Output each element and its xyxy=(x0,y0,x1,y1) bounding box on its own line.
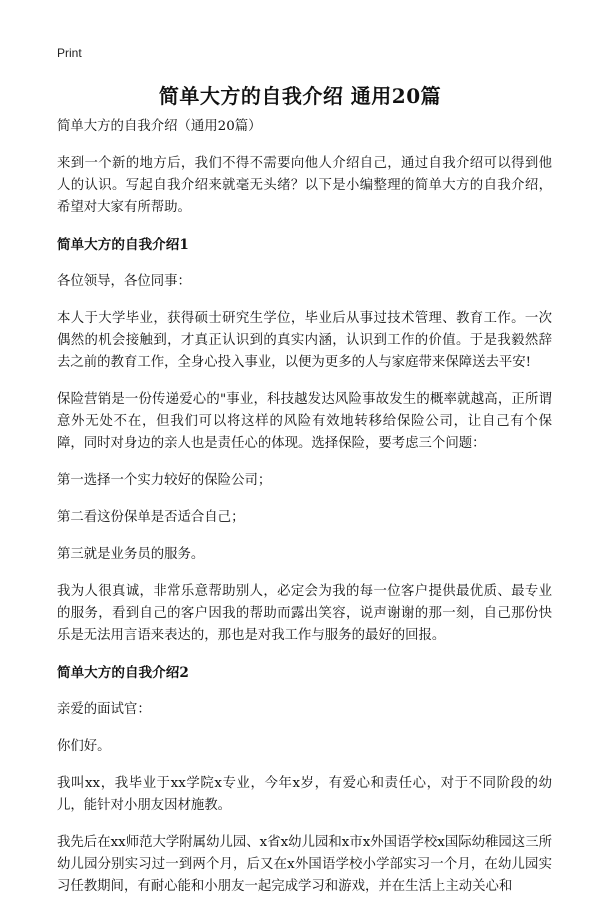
intro-paragraph: 来到一个新的地方后，我们不得不需要向他人介绍自己，通过自我介绍可以得到他人的认识。写起自我介绍来就毫无头绪？以下是小编整理的简单大方的自我介绍，希望对大家有所帮助。 xyxy=(57,156,552,215)
paragraph: 各位领导，各位同事： xyxy=(57,274,191,289)
section-heading: 简单大方的自我介绍1 xyxy=(57,237,189,253)
paragraph: 第二看这份保单是否适合自己； xyxy=(57,510,245,525)
paragraph: 我叫xx，我毕业于xx学院x专业，今年x岁，有爱心和责任心，对于不同阶段的幼儿，能针对小朋友因材施教。 xyxy=(57,776,552,813)
print-link[interactable]: Print xyxy=(57,46,82,60)
document-body xyxy=(57,116,552,913)
paragraph: 第一选择一个实力较好的保险公司； xyxy=(57,473,272,488)
paragraph: 第三就是业务员的服务。 xyxy=(57,547,205,562)
paragraph: 本人于大学毕业，获得硕士研究生学位，毕业后从事过技术管理、教育工作。一次偶然的机会接触到，才真正认识到的真实内涵，认识到工作的价值。于是我毅然辞去之前的教育工作，全身心投入事业，以便为更多的人与家庭带来保障送去平安! xyxy=(57,311,552,370)
paragraph: 亲爱的面试官： xyxy=(57,702,151,717)
document-title: 简单大方的自我介绍 通用20篇 xyxy=(158,84,442,108)
paragraph: 我先后在xx师范大学附属幼儿园、x省x幼儿园和x市x外国语学校x国际幼稚园这三所幼儿园分别实习过一到两个月，后又在x外国语学校小学部实习一个月，在幼儿园实习任教期间，有耐心能和小朋友一起完成学习和游戏，并在生活上主动关心和 xyxy=(57,835,552,894)
document-subtitle: 简单大方的自我介绍（通用20篇） xyxy=(57,119,262,134)
paragraph: 保险营销是一份传递爱心的"事业，科技越发达风险事故发生的概率就越高，正所谓意外无处不在，但我们可以将这样的风险有效地转移给保险公司，让自己有个保障，同时对身边的亲人也是责任心的体现。选择保险，要考虑三个问题： xyxy=(57,392,552,451)
paragraph: 你们好。 xyxy=(57,739,111,754)
paragraph: 我为人很真诚，非常乐意帮助别人，必定会为我的每一位客户提供最优质、最专业的服务，看到自己的客户因我的帮助而露出笑容，说声谢谢的那一刻，自己那份快乐是无法用言语来表达的，那也是对我工作与服务的最好的回报。 xyxy=(57,584,552,643)
section-heading: 简单大方的自我介绍2 xyxy=(57,665,189,681)
